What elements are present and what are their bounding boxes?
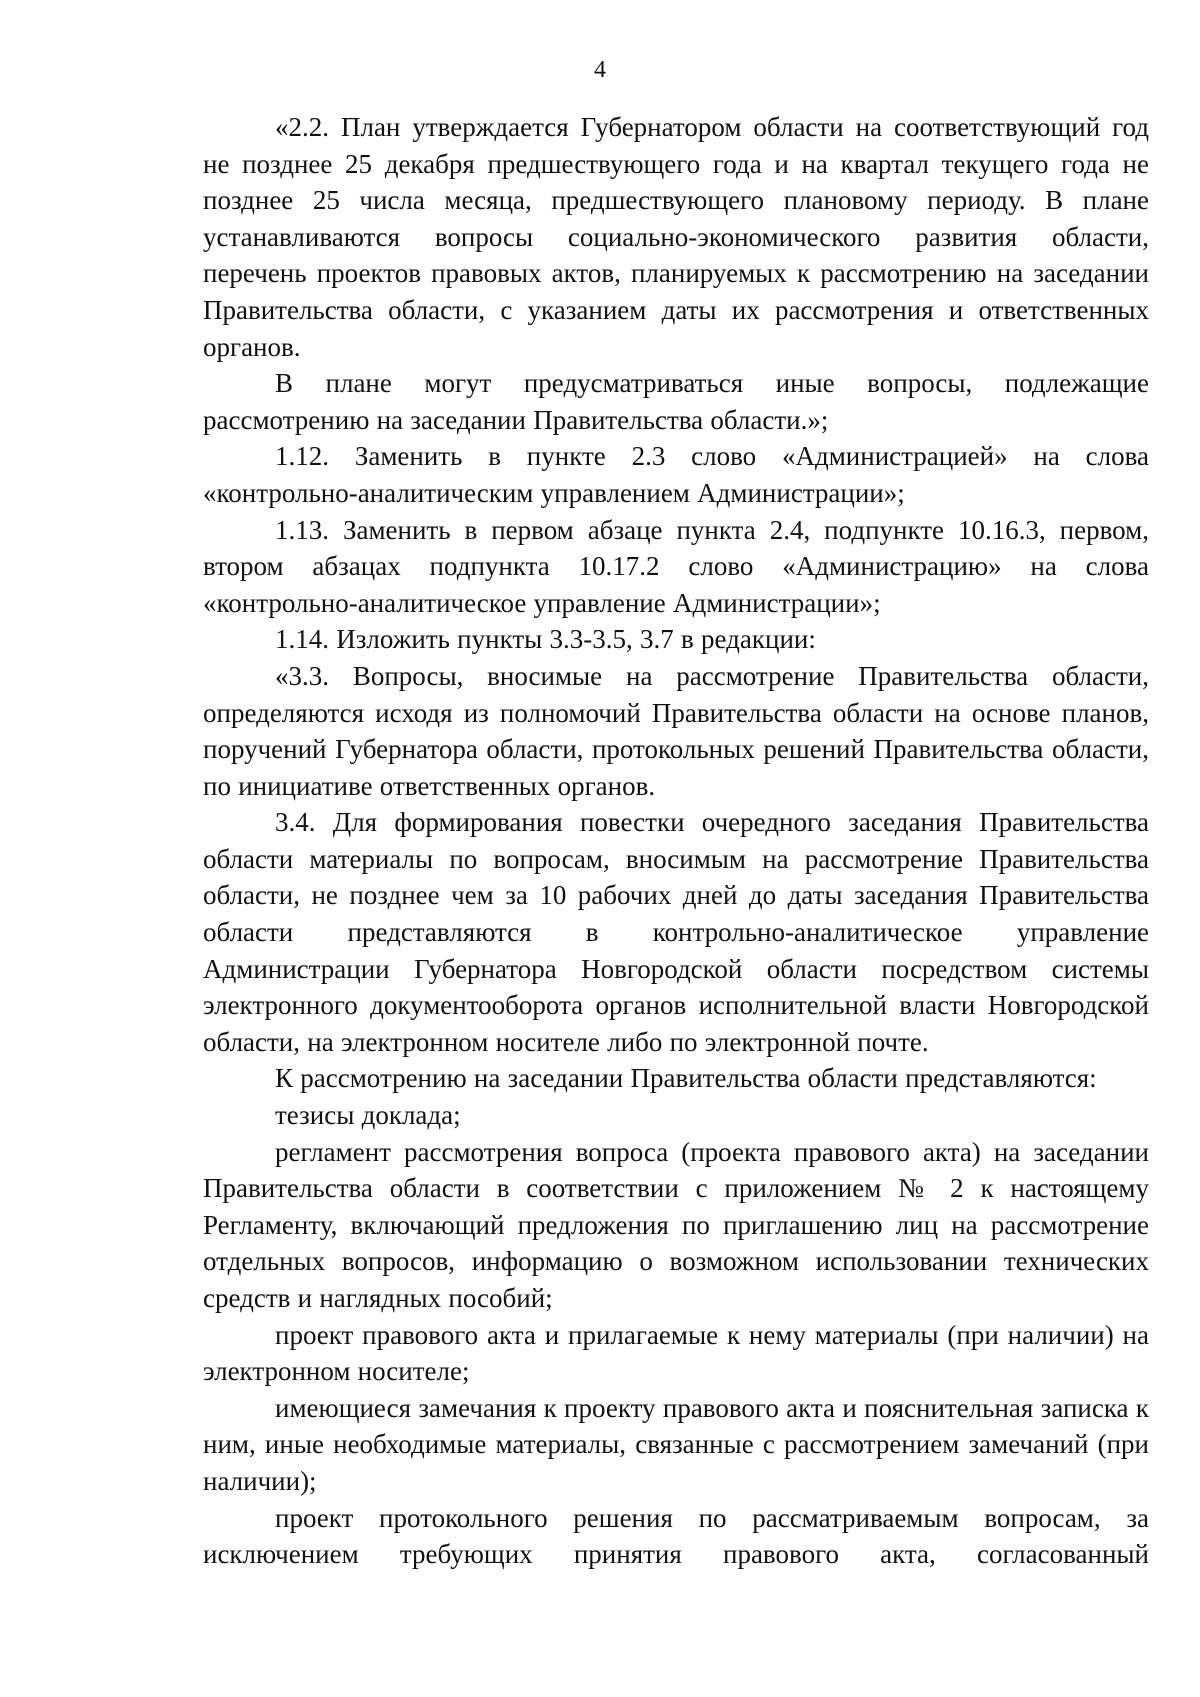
paragraph-1-14: 1.14. Изложить пункты 3.3-3.5, 3.7 в редакции:: [275, 624, 816, 655]
paragraph-3-3: «3.3. Вопросы, вносимые на рассмотрение Правительства области, определяются исходя из полномочий Правительства области на основе планов, поручений Губернатора области, протокольных решений Правительства области, по инициативе ответственных органов.: [203, 660, 1149, 801]
document-body: [203, 109, 1149, 1573]
paragraph-plan-other-questions: В плане могут предусматриваться иные вопросы, подлежащие рассмотрению на заседании Правительства области.»;: [203, 368, 1149, 435]
page-number: 4: [594, 57, 606, 83]
paragraph-3-4: 3.4. Для формирования повестки очередного заседания Правительства области материалы по вопросам, вносимым на рассмотрение Правительства области, не позднее чем за 10 рабочих дней до даты заседания Правительства области представляются в контрольно-аналитическое управление Администрации Губернатора Новгородской области посредством системы электронного документооборота органов исполнительной власти Новгородской области, на электронном носителе либо по электронной почте.: [203, 807, 1149, 1057]
paragraph-materials-intro: К рассмотрению на заседании Правительства области представляются:: [275, 1063, 1097, 1094]
list-item-regulation: регламент рассмотрения вопроса (проекта правового акта) на заседании Правительства области в соответствии с приложением № 2 к настоящему Регламенту, включающий предложения по приглашению лиц на рассмотрение отдельных вопросов, информацию о возможном использовании технических средств и наглядных пособий;: [203, 1136, 1149, 1313]
list-item-remarks: имеющиеся замечания к проекту правового акта и пояснительная записка к ним, иные необходимые материалы, связанные с рассмотрением замечаний (при наличии);: [203, 1392, 1149, 1496]
list-item-theses: тезисы доклада;: [275, 1100, 461, 1131]
list-item-draft-act: проект правового акта и прилагаемые к нему материалы (при наличии) на электронном носителе;: [203, 1319, 1149, 1387]
paragraph-1-12: 1.12. Заменить в пункте 2.3 слово «Администрацией» на слова «контрольно-аналитическим управлением Администрации»;: [203, 441, 1149, 508]
list-item-protocol-decision: проект протокольного решения по рассматриваемым вопросам, за исключением требующих принятия правового акта, согласованный: [203, 1502, 1149, 1570]
paragraph-2-2: «2.2. План утверждается Губернатором области на соответствующий год не позднее 25 декабря предшествующего года и на квартал текущего года не позднее 25 числа месяца, предшествующего плановому периоду. В плане устанавливаются вопросы социально-экономического развития области, перечень проектов правовых актов, планируемых к рассмотрению на заседании Правительства области, с указанием даты их рассмотрения и ответственных органов.: [203, 112, 1149, 362]
paragraph-1-13: 1.13. Заменить в первом абзаце пункта 2.4, подпункте 10.16.3, первом, втором абзацах подпункта 10.17.2 слово «Администрацию» на слова «контрольно-аналитическое управление Администрации»;: [203, 514, 1149, 618]
